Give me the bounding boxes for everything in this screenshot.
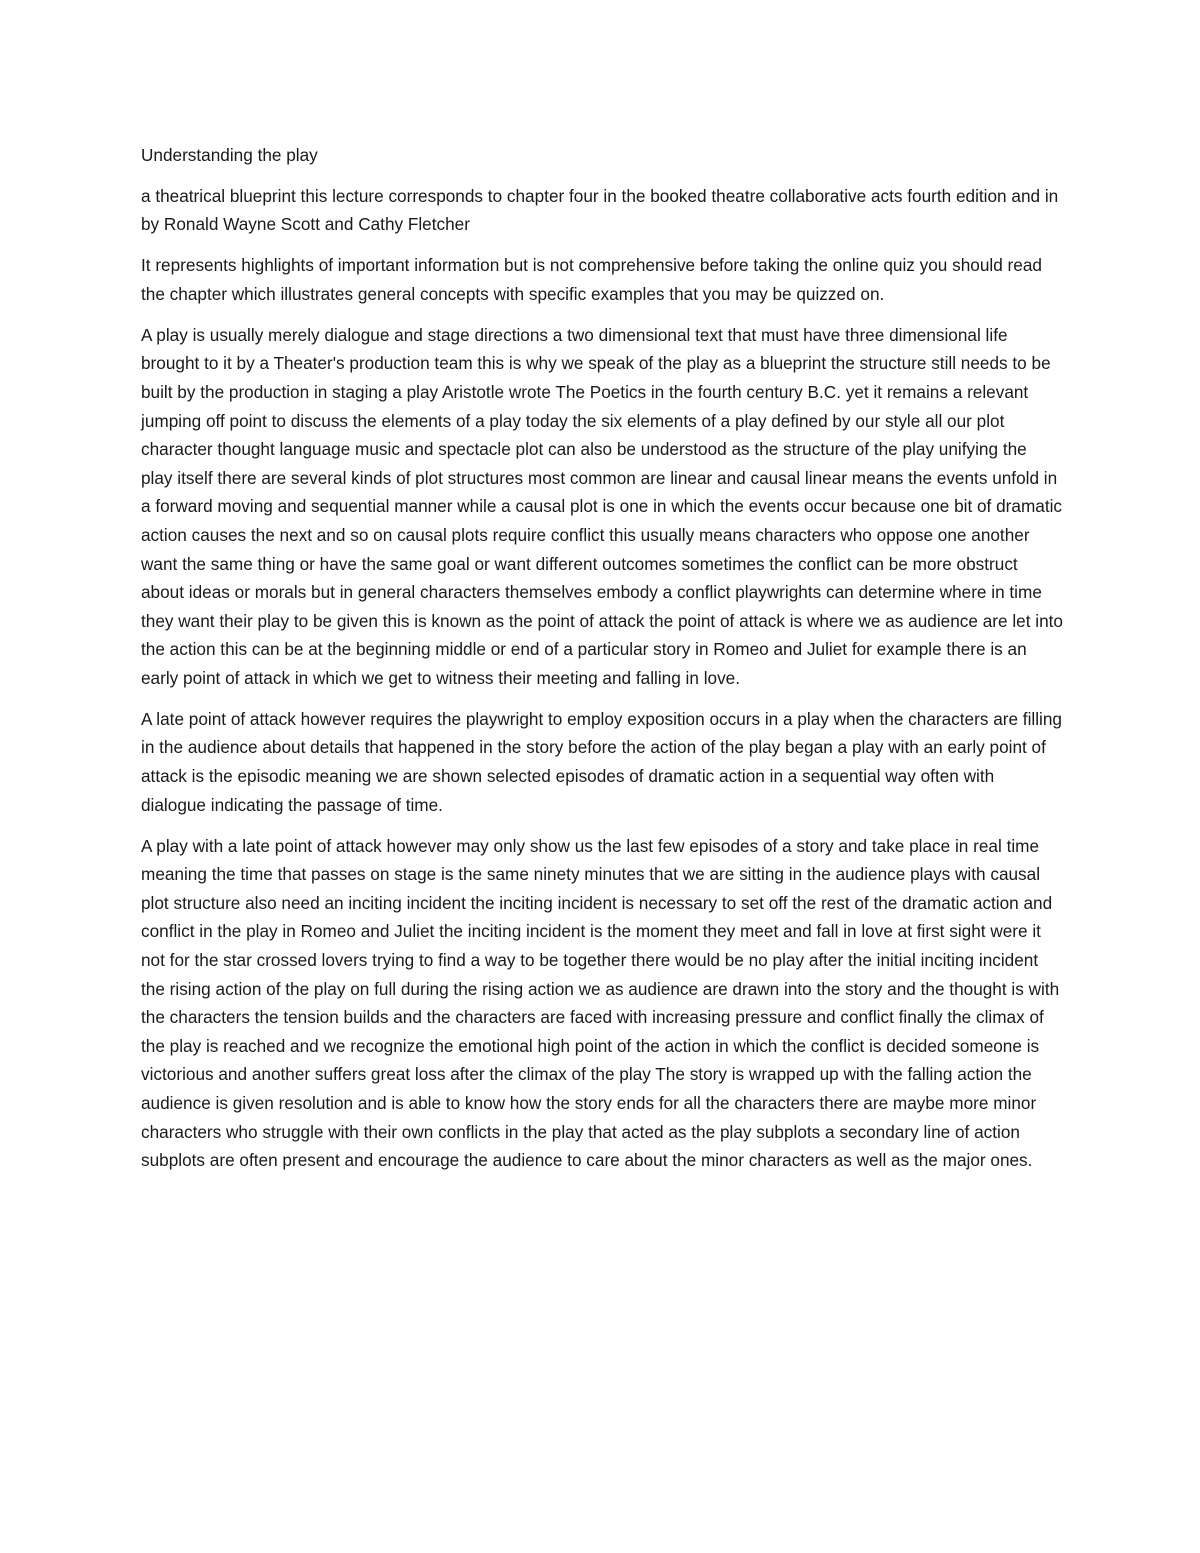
- paragraph-elements: A play is usually merely dialogue and stage directions a two dimensional text that must have three dimensional life brought to it by a Theater's production team this is why we speak of the play as a blueprint the structure still needs to be built by the production in staging a play Aristotle wrote The Poetics in the fourth century B.C. yet it remains a relevant jumping off point to discuss the elements of a play today the six elements of a play defined by our style all our plot character thought language music and spectacle plot can also be understood as the structure of the play unifying the play itself there are several kinds of plot structures most common are linear and causal linear means the events unfold in a forward moving and sequential manner while a causal plot is one in which the events occur because one bit of dramatic action causes the next and so on causal plots require conflict this usually means characters who oppose one another want the same thing or have the same goal or want different outcomes sometimes the conflict can be more obstruct about ideas or morals but in general characters themselves embody a conflict playwrights can determine where in time they want their play to be given this is known as the point of attack the point of attack is where we as audience are let into the action this can be at the beginning middle or end of a particular story in Romeo and Juliet for example there is an early point of attack in which we get to witness their meeting and falling in love.: [141, 324, 1063, 688]
- document-page: [141, 141, 1063, 1187]
- document-title: Understanding the play: [141, 145, 318, 165]
- paragraph-highlights: It represents highlights of important information but is not comprehensive before taking the online quiz you should read the chapter which illustrates general concepts with specific examples that you may be quizzed on.: [141, 255, 1042, 304]
- paragraph-intro: a theatrical blueprint this lecture corresponds to chapter four in the booked theatre collaborative acts fourth edition and in by Ronald Wayne Scott and Cathy Fletcher: [141, 185, 1059, 235]
- paragraph-inciting-incident: A play with a late point of attack however may only show us the last few episodes of a story and take place in real time meaning the time that passes on stage is the same ninety minutes that we are sitting in the audience plays with causal plot structure also need an inciting incident the inciting incident is necessary to set off the rest of the dramatic action and conflict in the play in Romeo and Juliet the inciting incident is the moment they meet and fall in love at first sight were it not for the star crossed lovers trying to find a way to be together there would be no play after the initial inciting incident the rising action of the play on full during the rising action we as audience are drawn into the story and the thought is with the characters the tension builds and the characters are faced with increasing pressure and conflict finally the climax of the play is reached and we recognize the emotional high point of the action in which the conflict is decided someone is victorious and another suffers great loss after the climax of the play The story is wrapped up with the falling action the audience is given resolution and is able to know how the story ends for all the characters there are maybe more minor characters who struggle with their own conflicts in the play that acted as the play subplots a secondary line of action subplots are often present and encourage the audience to care about the minor characters as well as the major ones.: [141, 835, 1060, 1171]
- paragraph-late-attack: A late point of attack however requires the playwright to employ exposition occurs in a play when the characters are filling in the audience about details that happened in the story before the action of the play began a play with an early point of attack is the episodic meaning we are shown selected episodes of dramatic action in a sequential way often with dialogue indicating the passage of time.: [141, 708, 1062, 815]
